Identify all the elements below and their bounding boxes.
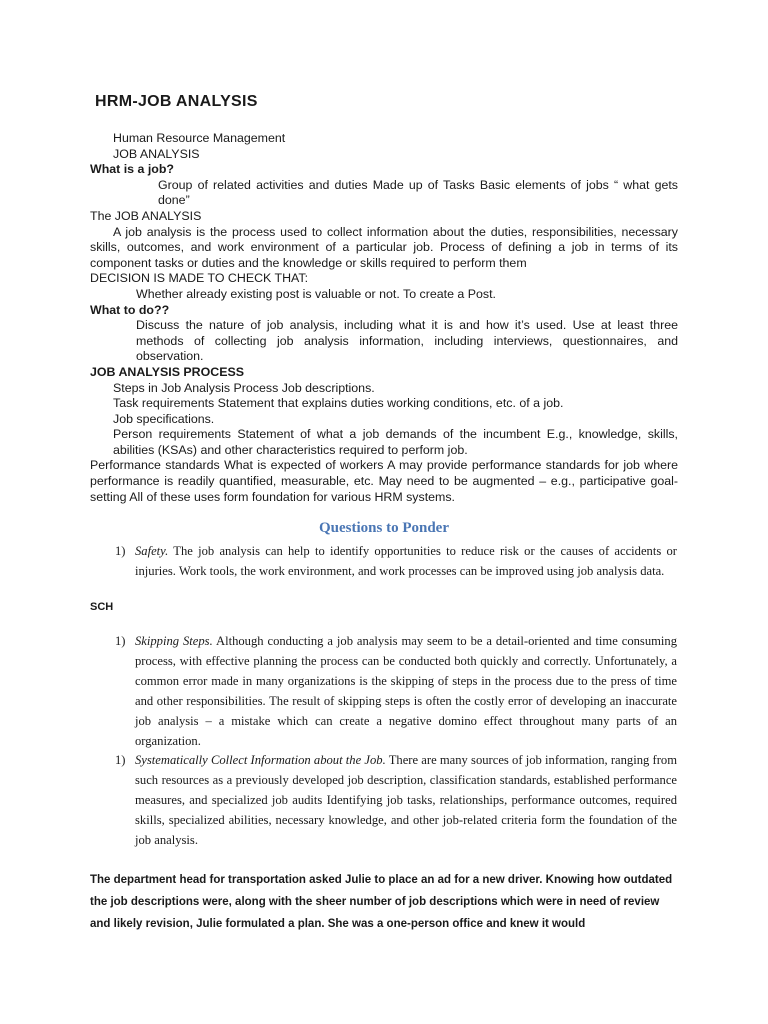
process-heading: JOB ANALYSIS PROCESS — [90, 364, 245, 379]
item-heading: Safety. — [135, 544, 169, 558]
bottom-paragraph: The department head for transportation asked Julie to place an ad for a new driver. Knowing how outdated the job descriptions were, along with the sheer number of job descriptions which were in need of review and likely revision, Julie formulated a plan. She was a one-person office and knew it would — [90, 874, 673, 930]
document-title: HRM-JOB ANALYSIS — [95, 93, 258, 110]
sch-label: SCH — [90, 601, 114, 613]
process-step: Steps in Job Analysis Process Job descriptions. — [113, 380, 375, 395]
item-number: 1) — [115, 544, 126, 558]
intro-section — [90, 131, 678, 505]
item-heading: Skipping Steps. — [135, 634, 213, 648]
job-analysis-line: JOB ANALYSIS — [113, 146, 200, 161]
what-to-do-answer: Discuss the nature of job analysis, including what it is and how it’s used. Use at least three methods of collecting job analysis information, including interviews, questionnaires, and observation. — [136, 318, 678, 364]
ponder-item-collect-information — [115, 750, 677, 850]
item-number: 1) — [115, 634, 126, 648]
hrm-line: Human Resource Management — [113, 131, 286, 145]
ponder-item-safety — [115, 541, 677, 581]
item-heading: Systematically Collect Information about the Job. — [135, 753, 386, 767]
decision-line: DECISION IS MADE TO CHECK THAT: — [90, 271, 309, 286]
what-is-job-answer: Group of related activities and duties Made up of Tasks Basic elements of jobs “ what gets done” — [158, 177, 678, 208]
what-to-do-question: What to do?? — [90, 302, 170, 317]
what-is-job-question: What is a job? — [90, 162, 174, 177]
item-text: Although conducting a job analysis may seem to be a detail-oriented and time consuming process, with effective planning the process can be conducted both quickly and correctly. Unfortunately, a common error made in many organizations is the skipping of steps in the process due to the press of time and other responsibilities. The result of skipping steps is often the costly error of developing an inaccurate job analysis – a mistake which can create a negative domino effect throughout many parts of an organization. — [135, 634, 678, 748]
item-number: 1) — [115, 753, 126, 767]
ponder-heading: Questions to Ponder — [318, 520, 449, 536]
process-step: Job specifications. — [113, 411, 215, 426]
item-text: The job analysis can help to identify opportunities to reduce risk or the causes of accidents or injuries. Work tools, the work environment, and work processes can be improved using job analysis data. — [135, 544, 677, 578]
process-step: Task requirements Statement that explains duties working conditions, etc. of a job. — [113, 396, 564, 411]
decision-detail: Whether already existing post is valuable or not. To create a Post. — [136, 286, 496, 301]
ponder-item-skipping-steps — [115, 631, 677, 751]
performance-standards: Performance standards What is expected of workers A may provide performance standards for job where performance is readily quantified, measurable, etc. May need to be augmented – e.g., participative goal-setting All of these uses form foundation for various HRM systems. — [90, 458, 678, 504]
item-text: There are many sources of job information, ranging from such resources as a previously developed job description, classification standards, established performance measures, and specialized job audits Identifying job tasks, relationships, performance outcomes, required skills, specialized abilities, necessary knowledge, and other job-related criteria form the foundation of the job analysis. — [135, 753, 677, 847]
the-job-analysis-heading: The JOB ANALYSIS — [90, 208, 202, 223]
job-analysis-definition: A job analysis is the process used to collect information about the duties, responsibilities, necessary skills, outcomes, and work environment of a particular job. Process of defining a job in terms of its component tasks or duties and the knowledge or skills required to perform them — [90, 224, 678, 270]
process-step: Person requirements Statement of what a job demands of the incumbent E.g., knowledge, skills, abilities (KSAs) and other characteristics required to perform job. — [113, 427, 678, 457]
